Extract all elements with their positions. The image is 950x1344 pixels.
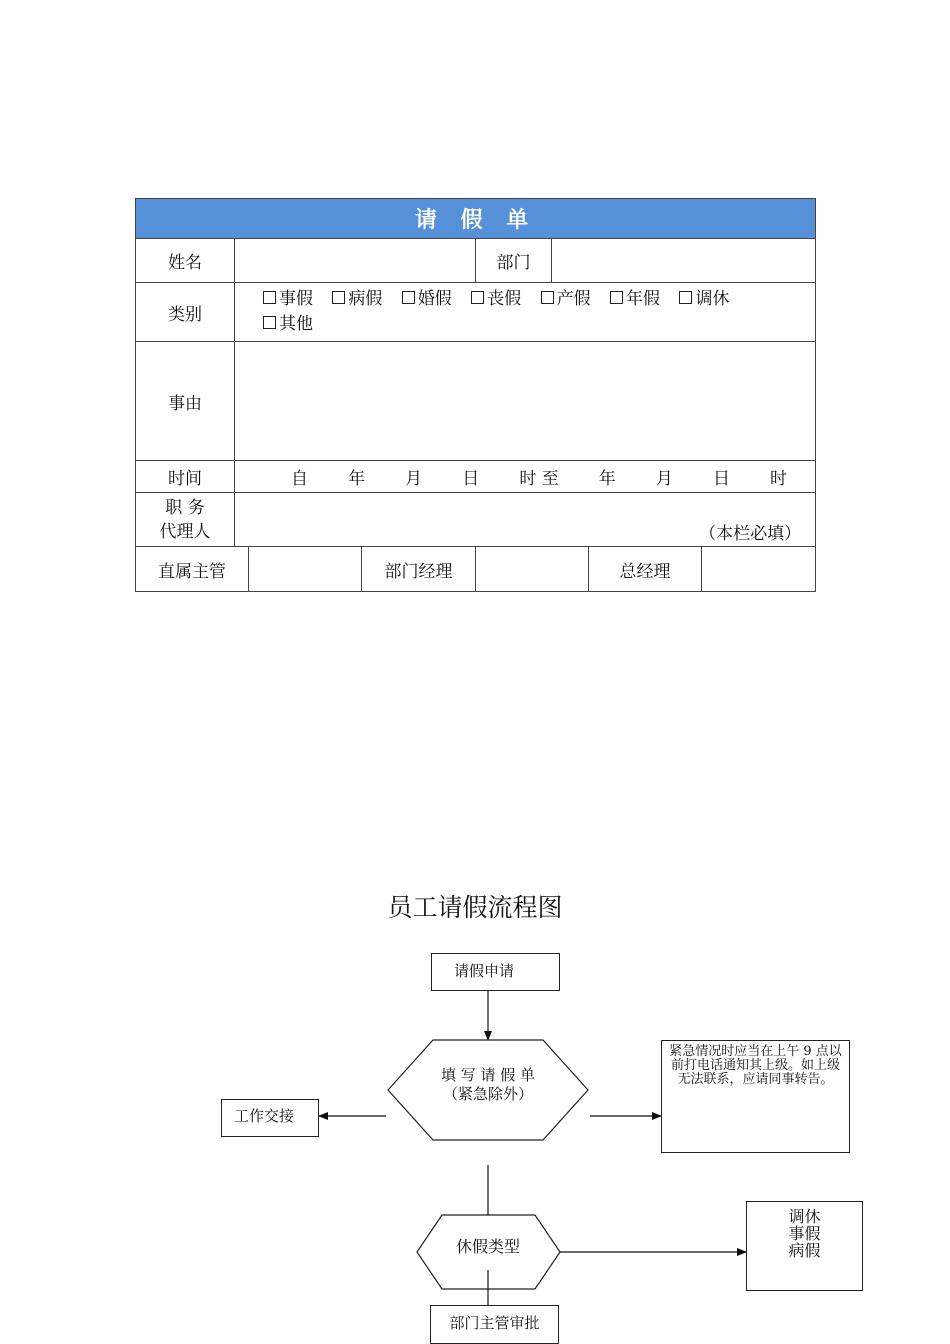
form-title: 请 假 单 bbox=[136, 199, 816, 239]
dept-approve-node[interactable]: 部门主管审批 bbox=[430, 1305, 559, 1344]
category-option[interactable]: 事假 bbox=[263, 287, 313, 312]
dept-label: 部门 bbox=[476, 239, 552, 283]
supervisor-label: 直属主管 bbox=[136, 547, 249, 592]
time-label: 时间 bbox=[136, 461, 235, 493]
handover-node[interactable]: 工作交接 bbox=[221, 1099, 319, 1137]
leave-type-label[interactable]: 休假类型 bbox=[455, 1237, 520, 1256]
category-option[interactable]: 病假 bbox=[332, 287, 382, 312]
time-part: 年 bbox=[348, 469, 366, 489]
name-label: 姓名 bbox=[136, 239, 235, 283]
time-part: 时 bbox=[770, 469, 788, 489]
reason-label: 事由 bbox=[136, 342, 235, 461]
time-part: 时 至 bbox=[519, 469, 559, 489]
time-part: 年 bbox=[598, 469, 616, 489]
time-part: 月 bbox=[405, 469, 423, 489]
category-label: 类别 bbox=[136, 283, 235, 342]
category-option[interactable]: 调休 bbox=[679, 287, 729, 312]
category-option[interactable]: 丧假 bbox=[471, 287, 521, 312]
deputy-label: 职 务 代理人 bbox=[136, 493, 235, 547]
flow-title: 员工请假流程图 bbox=[387, 893, 563, 922]
category-option[interactable]: 其他 bbox=[263, 312, 313, 337]
category-option[interactable]: 年假 bbox=[610, 287, 660, 312]
category-option[interactable]: 产假 bbox=[541, 287, 591, 312]
dept-manager-label: 部门经理 bbox=[362, 547, 476, 592]
time-part: 月 bbox=[655, 469, 673, 489]
gm-label: 总经理 bbox=[589, 547, 702, 592]
deputy-note: （本栏必填） bbox=[699, 524, 802, 544]
category-option[interactable]: 婚假 bbox=[402, 287, 452, 312]
urgent-note-node: 紧急情况时应当在上午 9 点以前打电话通知其上级。如上级无法联系，应请同事转告。 bbox=[661, 1040, 850, 1153]
fill-form-label[interactable]: 填 写 请 假 单 （紧急除外） bbox=[440, 1066, 536, 1103]
time-part: 日 bbox=[462, 469, 480, 489]
apply-node[interactable]: 请假申请 bbox=[431, 953, 560, 991]
types-node[interactable]: 调休 事假 病假 bbox=[746, 1201, 863, 1291]
time-part: 日 bbox=[712, 469, 730, 489]
time-part: 自 bbox=[291, 469, 308, 489]
